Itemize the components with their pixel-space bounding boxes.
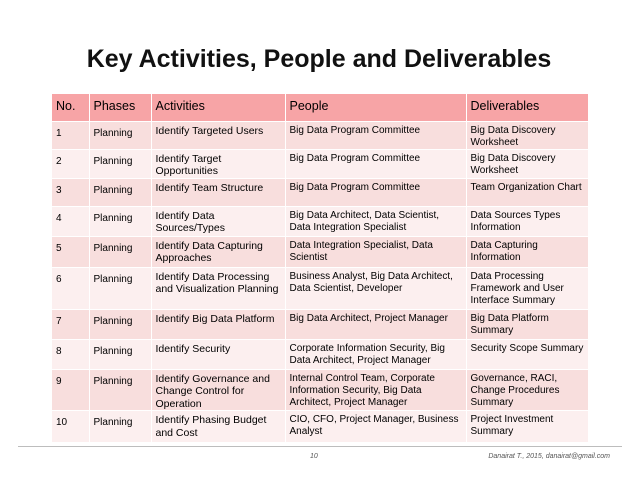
cell-phase: Planning [89, 149, 151, 178]
cell-no: 4 [52, 206, 89, 236]
table-row [52, 309, 588, 339]
cell-activity: Identify Target Opportunities [151, 149, 285, 178]
cell-people: Business Analyst, Big Data Architect, Data Scientist, Developer [285, 267, 466, 309]
cell-people: Corporate Information Security, Big Data Architect, Project Manager [285, 339, 466, 369]
cell-people: Data Integration Specialist, Data Scientist [285, 236, 466, 267]
page-number: 10 [310, 453, 318, 460]
cell-no: 3 [52, 178, 89, 206]
cell-no: 5 [52, 236, 89, 267]
table-row [52, 369, 588, 411]
cell-phase: Planning [89, 121, 151, 149]
cell-activity: Identify Big Data Platform [151, 309, 285, 339]
cell-deliverable: Big Data Discovery Worksheet [466, 121, 588, 149]
footer-divider [18, 446, 622, 447]
table-header-row [52, 94, 588, 121]
cell-deliverable: Big Data Discovery Worksheet [466, 149, 588, 178]
activities-table [52, 94, 588, 442]
cell-deliverable: Data Processing Framework and User Interface Summary [466, 267, 588, 309]
cell-people: Big Data Program Committee [285, 178, 466, 206]
cell-phase: Planning [89, 178, 151, 206]
cell-deliverable: Data Capturing Information [466, 236, 588, 267]
cell-people: Big Data Program Committee [285, 121, 466, 149]
header-deliverables: Deliverables [466, 94, 588, 121]
cell-people: Big Data Program Committee [285, 149, 466, 178]
cell-phase: Planning [89, 369, 151, 411]
cell-phase: Planning [89, 236, 151, 267]
table-row [52, 411, 588, 442]
cell-activity: Identify Phasing Budget and Cost [151, 411, 285, 442]
cell-no: 8 [52, 339, 89, 369]
cell-phase: Planning [89, 309, 151, 339]
table-row [52, 206, 588, 236]
cell-deliverable: Governance, RACI, Change Procedures Summary [466, 369, 588, 411]
cell-activity: Identify Data Processing and Visualization Planning [151, 267, 285, 309]
footer-credit: Danairat T., 2015, danairat@gmail.com [488, 453, 610, 460]
cell-activity: Identify Team Structure [151, 178, 285, 206]
table-row [52, 267, 588, 309]
cell-activity: Identify Data Sources/Types [151, 206, 285, 236]
header-people: People [285, 94, 466, 121]
cell-activity: Identify Governance and Change Control for Operation [151, 369, 285, 411]
cell-deliverable: Big Data Platform Summary [466, 309, 588, 339]
cell-deliverable: Data Sources Types Information [466, 206, 588, 236]
cell-activity: Identify Targeted Users [151, 121, 285, 149]
header-activities: Activities [151, 94, 285, 121]
cell-no: 7 [52, 309, 89, 339]
table-row [52, 339, 588, 369]
cell-no: 1 [52, 121, 89, 149]
cell-no: 9 [52, 369, 89, 411]
header-no: No. [52, 94, 89, 121]
cell-phase: Planning [89, 339, 151, 369]
cell-phase: Planning [89, 411, 151, 442]
header-phases: Phases [89, 94, 151, 121]
cell-deliverable: Project Investment Summary [466, 411, 588, 442]
slide-title: Key Activities, People and Deliverables [86, 45, 552, 73]
cell-people: Big Data Architect, Data Scientist, Data Integration Specialist [285, 206, 466, 236]
cell-people: Big Data Architect, Project Manager [285, 309, 466, 339]
table-row [52, 236, 588, 267]
cell-deliverable: Team Organization Chart [466, 178, 588, 206]
table-row [52, 178, 588, 206]
cell-people: Internal Control Team, Corporate Information Security, Big Data Architect, Project Manager [285, 369, 466, 411]
cell-activity: Identify Security [151, 339, 285, 369]
cell-activity: Identify Data Capturing Approaches [151, 236, 285, 267]
cell-no: 2 [52, 149, 89, 178]
cell-phase: Planning [89, 206, 151, 236]
cell-no: 6 [52, 267, 89, 309]
table-row [52, 121, 588, 149]
cell-people: CIO, CFO, Project Manager, Business Analyst [285, 411, 466, 442]
table-row [52, 149, 588, 178]
cell-phase: Planning [89, 267, 151, 309]
cell-deliverable: Security Scope Summary [466, 339, 588, 369]
cell-no: 10 [52, 411, 89, 442]
